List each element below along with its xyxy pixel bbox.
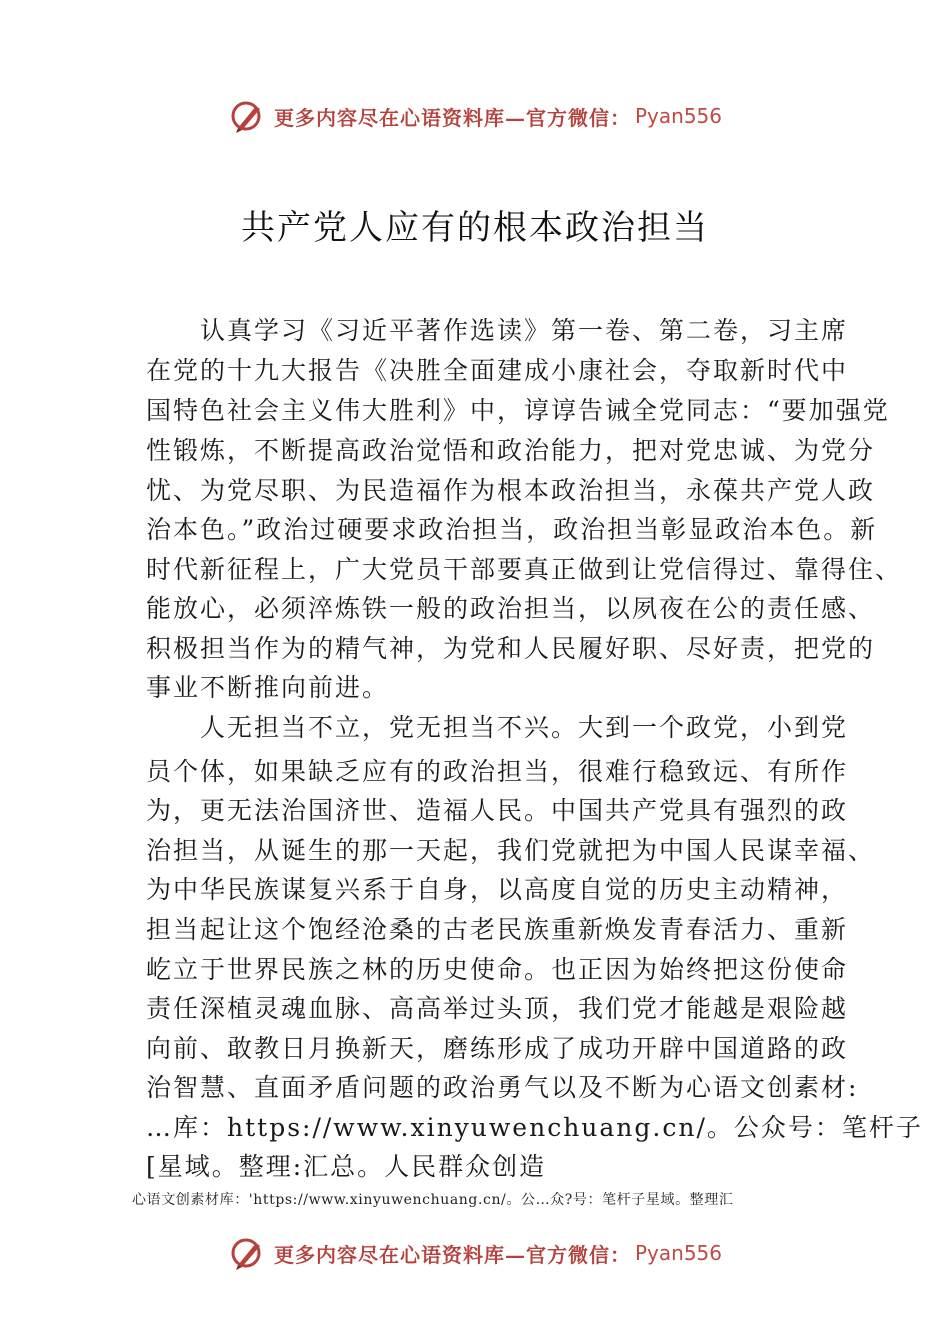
paragraph-line: 屹立于世界民族之林的历史使命。也正因为始终把这份使命 — [146, 955, 849, 984]
paragraph-line: 性锻炼，不断提高政治觉悟和政治能力，把对党忠诚、为党分 — [146, 436, 876, 465]
paragraph-line: 认真学习《习近平著作选读》第一卷、第二卷，习主席 — [200, 316, 849, 345]
page-title: 共产党人应有的根本政治担当 — [241, 208, 709, 248]
paragraph-line: 治智慧、直面矛盾问题的政治勇气以及不断为心语文创素材: — [146, 1073, 859, 1102]
paragraph-line: 国特色社会主义伟大胜利》中，谆谆告诫全党同志：“要加强党 — [146, 396, 890, 425]
footnote-watermark: 心语文创素材库：'https://www.xinyuwenchuang.cn/。公…众?号：笔杆子星域。整理汇 — [132, 1192, 734, 1208]
paragraph-line: 时代新征程上，广大党员干部要真正做到让党信得过、靠得住、 — [146, 555, 903, 584]
footer-watermark-banner — [0, 1233, 950, 1273]
paragraph-line: [星域。整理:汇总。人民群众创造 — [146, 1152, 547, 1181]
paragraph-line: 事业不断推向前进。 — [146, 673, 390, 702]
paragraph-line: 治本色。”政治过硬要求政治担当，政治担当彰显政治本色。新 — [146, 515, 878, 544]
paragraph-line: 在党的十九大报告《决胜全面建成小康社会，夺取新时代中 — [146, 356, 849, 385]
paragraph-line: 人无担当不立，党无担当不兴。大到一个政党，小到党 — [200, 713, 849, 742]
paragraph-line: …库：https://www.xinyuwenchuang.cn/。公众号：笔杆子 — [146, 1113, 923, 1142]
paragraph-line: 向前、敢教日月换新天，磨练形成了成功开辟中国道路的政 — [146, 1034, 849, 1063]
paragraph-line: 为，更无法治国济世、造福人民。中国共产党具有强烈的政 — [146, 796, 849, 825]
banner-text: 更多内容尽在心语资料库—官方微信： — [273, 105, 631, 130]
paragraph-line: 员个体，如果缺乏应有的政治担当，很难行稳致远、有所作 — [146, 757, 849, 786]
pen-logo-icon — [228, 98, 268, 134]
paragraph-line: 责任深植灵魂血脉、高高举过头顶，我们党才能越是艰险越 — [146, 994, 849, 1023]
paragraph-line: 积极担当作为的精气神，为党和人民履好职、尽好责，把党的 — [146, 634, 876, 663]
paragraph-line: 忧、为党尽职、为民造福作为根本政治担当，永葆共产党人政 — [146, 476, 876, 505]
paragraph-line: 治担当，从诞生的那一天起，我们党就把为中国人民谋幸福、 — [146, 836, 876, 865]
header-watermark-banner — [0, 96, 950, 136]
paragraph-line: 担当起让这个饱经沧桑的古老民族重新焕发青春活力、重新 — [146, 915, 849, 944]
pen-logo-icon — [228, 1235, 268, 1271]
banner-text: 更多内容尽在心语资料库—官方微信： — [273, 1242, 631, 1267]
banner-wechat-id: Pyan556 — [634, 104, 722, 128]
banner-wechat-id: Pyan556 — [634, 1241, 722, 1265]
paragraph-line: 能放心，必须淬炼铁一般的政治担当，以夙夜在公的责任感、 — [146, 594, 876, 623]
paragraph-line: 为中华民族谋复兴系于自身，以高度自觉的历史主动精神， — [146, 875, 849, 904]
